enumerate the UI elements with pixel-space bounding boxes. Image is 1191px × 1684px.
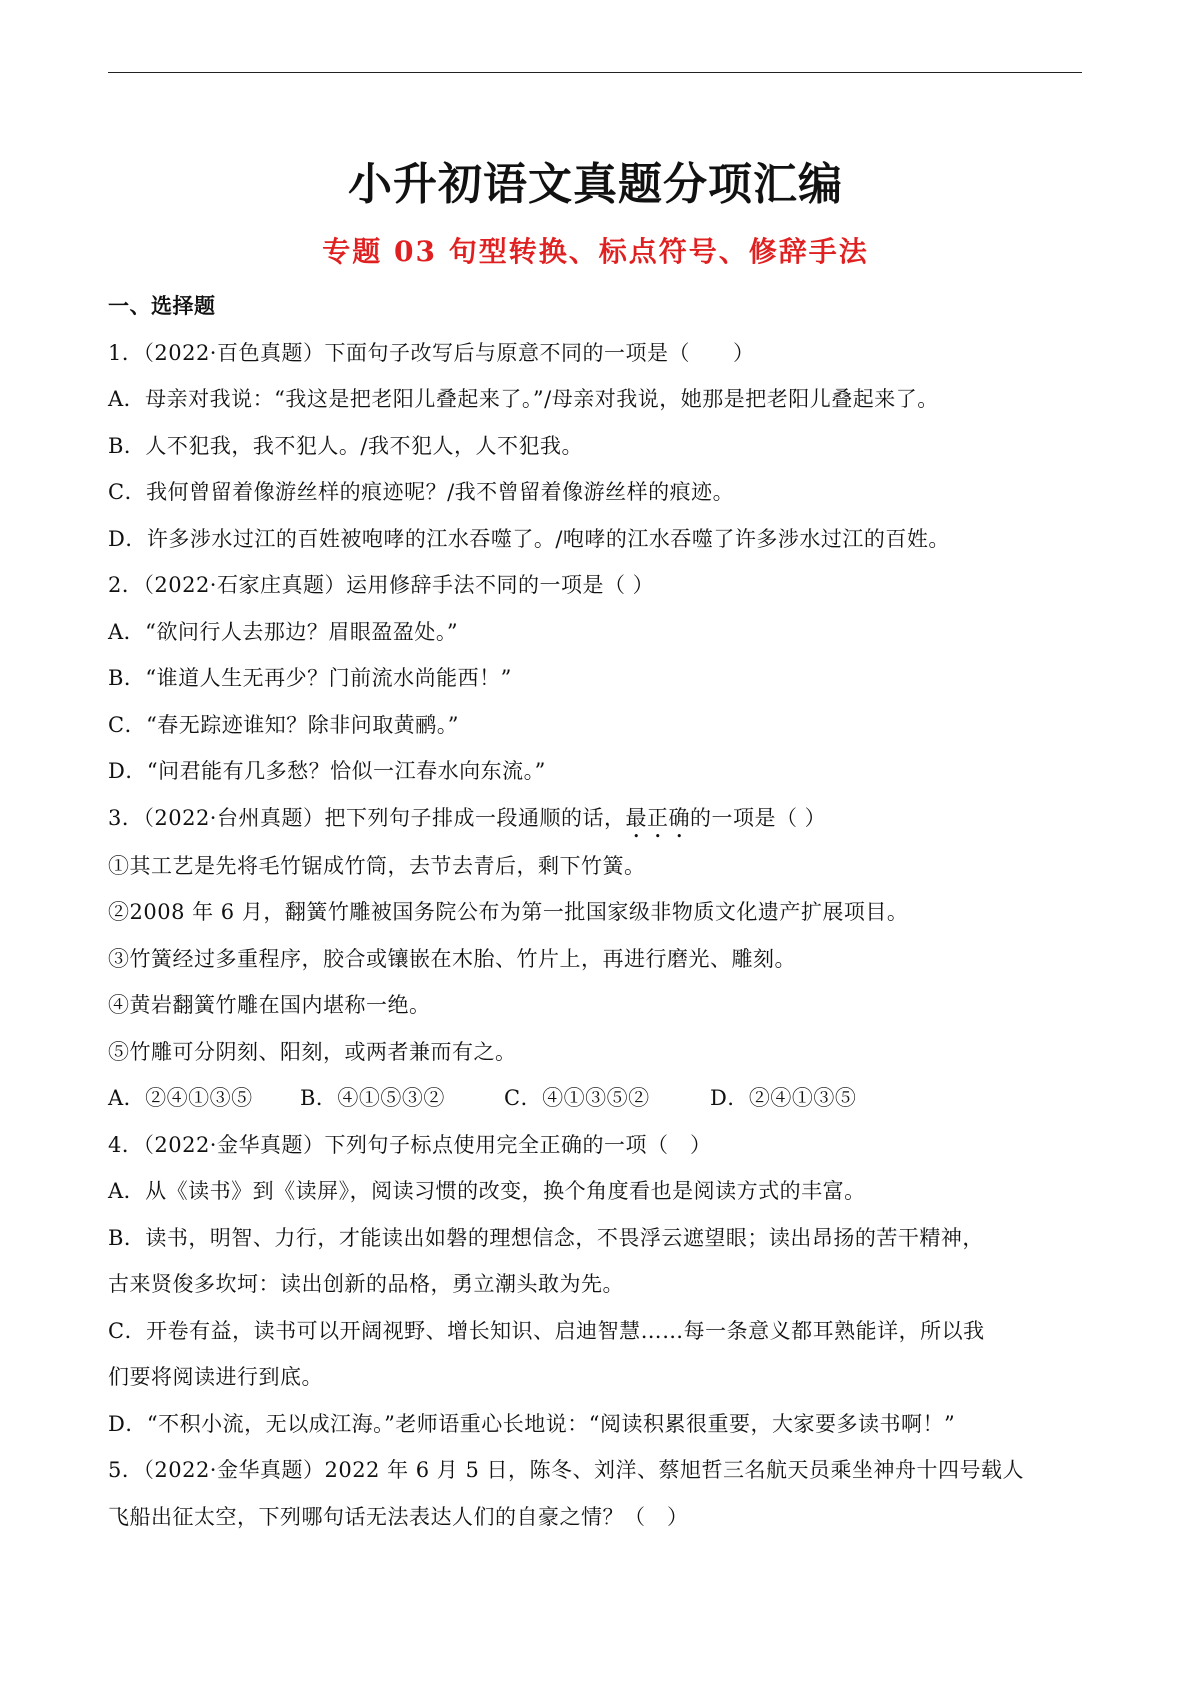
question-4-option-c-line-1: C．开卷有益，读书可以开阔视野、增长知识、启迪智慧……每一条意义都耳熟能详，所以我 [108,1318,985,1343]
question-3-sentence-4: ④黄岩翻簧竹雕在国内堪称一绝。 [108,993,431,1017]
question-2-option-a: A．“欲问行人去那边？眉眼盈盈处。” [108,619,459,644]
question-3-stem-end: 的一项是（ ） [689,805,827,830]
question-3-option-d: D．②④①③⑤ [710,1086,857,1110]
question-4-option-b-line-1: B．读书，明智、力行，才能读出如磐的理想信念，不畏浮云遮望眼；读出昂扬的苦干精神， [108,1225,984,1250]
question-1-option-c: C．我何曾留着像游丝样的痕迹呢？/我不曾留着像游丝样的痕迹。 [108,480,735,504]
question-3-stem-start: 3．（2022·台州真题）把下列句子排成一段通顺的话， [108,805,626,830]
question-3-option-b: B．④①⑤③② [300,1086,445,1110]
question-2-option-d: D．“问君能有几多愁？恰似一江春水向东流。” [108,759,546,783]
question-4-stem: 4．（2022·金华真题）下列句子标点使用完全正确的一项（ ） [108,1132,712,1157]
question-4-option-b-line-2: 古来贤俊多坎坷：读出创新的品格，勇立潮头敢为先。 [108,1272,624,1296]
question-1-option-a: A．母亲对我说：“我这是把老阳儿叠起来了。”/母亲对我说，她那是把老阳儿叠起来了。 [108,387,939,411]
question-3-sentence-2: ②2008 年 6 月，翻簧竹雕被国务院公布为第一批国家级非物质文化遗产扩展项目。 [108,900,909,924]
question-1-option-d: D．许多涉水过江的百姓被咆哮的江水吞噬了。/咆哮的江水吞噬了许多涉水过江的百姓。 [108,526,950,551]
question-3-stem [108,795,1088,843]
question-4-option-a: A．从《读书》到《读屏》，阅读习惯的改变，换个角度看也是阅读方式的丰富。 [108,1179,866,1203]
question-2-option-c: C．“春无踪迹谁知？除非问取黄鹂。” [108,712,460,737]
question-3-sentence-1: ①其工艺是先将毛竹锯成竹筒，去节去青后，剩下竹簧。 [108,853,646,878]
question-3-option-c: C．④①③⑤② [504,1086,650,1110]
question-5-stem-line-1: 5．（2022·金华真题）2022 年 6 月 5 日，陈冬、刘洋、蔡旭哲三名航天员乘坐神舟十四号载人 [108,1458,1025,1482]
question-1-option-b: B．人不犯我，我不犯人。/我不犯人，人不犯我。 [108,433,584,458]
question-5-stem-line-2: 飞船出征太空，下列哪句话无法表达人们的自豪之情？（ ） [108,1504,689,1529]
question-2-stem: 2．（2022·石家庄真题）运用修辞手法不同的一项是（ ） [108,573,655,597]
question-3-emphasis: 最正确 [625,805,690,830]
question-4-option-d: D．“不积小流，无以成江海。”老师语重心长地说：“阅读积累很重要，大家要多读书啊！” [108,1411,956,1436]
question-3-sentence-3: ③竹簧经过多重程序，胶合或镶嵌在木胎、竹片上，再进行磨光、雕刻。 [108,946,796,971]
question-4-option-c-line-2: 们要将阅读进行到底。 [108,1365,323,1389]
document-title: 小升初语文真题分项汇编 [348,159,843,210]
section-heading: 一、选择题 [108,294,216,318]
question-2-option-b: B．“谁道人生无再少？门前流水尚能西！” [108,666,512,690]
question-3-options [108,1075,1088,1122]
question-1-stem: 1．（2022·百色真题）下面句子改写后与原意不同的一项是（ ） [108,340,755,365]
document-subtitle: 专题 03 句型转换、标点符号、修辞手法 [322,235,869,268]
header-rule [108,72,1082,73]
question-3-option-a: A．②④①③⑤ [108,1086,253,1110]
document-body [108,283,1088,1540]
question-3-sentence-5: ⑤竹雕可分阴刻、阳刻，或两者兼而有之。 [108,1039,517,1064]
